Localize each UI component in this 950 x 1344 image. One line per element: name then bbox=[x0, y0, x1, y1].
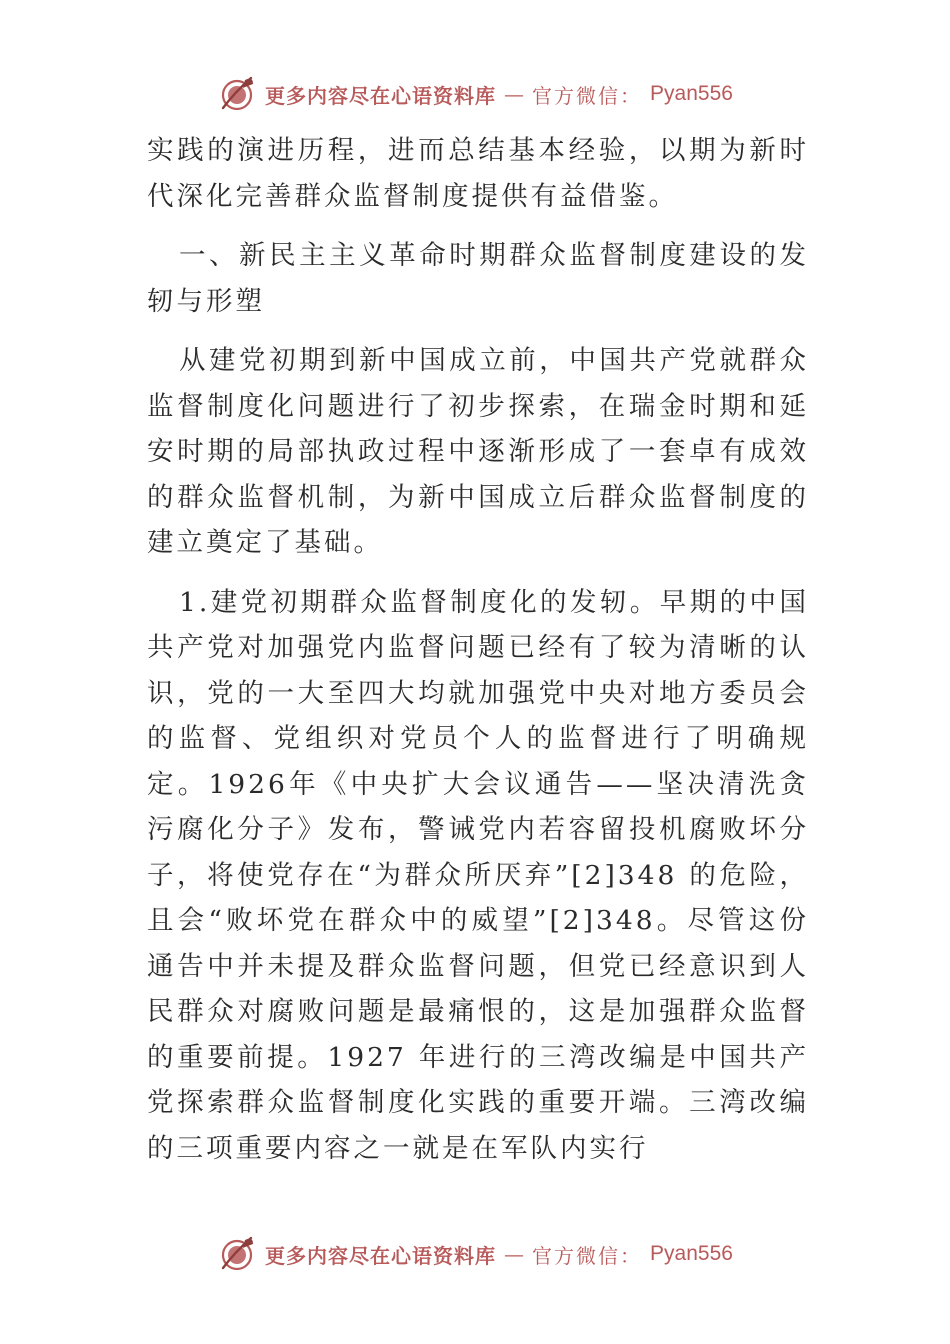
paragraph-continuation: 实践的演进历程，进而总结基本经验，以期为新时代深化完善群众监督制度提供有益借鉴。 bbox=[147, 135, 809, 212]
paragraph-intro: 从建党初期到新中国成立前，中国共产党就群众监督制度化问题进行了初步探索，在瑞金时期和延安时期的局部执政过程中逐渐形成了一套卓有成效的群众监督机制，为新中国成立后群众监督制度的建立奠定了基础。 bbox=[147, 345, 809, 558]
watermark-wechat-label: 官方微信： bbox=[532, 83, 643, 108]
header-watermark bbox=[0, 72, 950, 116]
watermark-brand: 更多内容尽在心语资料库 bbox=[265, 83, 497, 108]
watermark-dash: — bbox=[504, 1242, 525, 1266]
watermark-brand: 更多内容尽在心语资料库 bbox=[265, 1243, 497, 1268]
footer-watermark bbox=[0, 1232, 950, 1276]
watermark-wechat-id: Pyan556 bbox=[650, 82, 733, 105]
document-body bbox=[147, 128, 809, 1185]
paragraph-subsection-1: 1.建党初期群众监督制度化的发轫。早期的中国共产党对加强党内监督问题已经有了较为清晰的认识，党的一大至四大均就加强党中央对地方委员会的监督、党组织对党员个人的监督进行了明确规定。1926年《中央扩大会议通告——坚决清洗贪污腐化分子》发布，警诫党内若容留投机腐败坏分子，将使党存在“为群众所厌弃”[2]348 的危险，且会“败坏党在群众中的威望”[2]348。尽管这份通告中并未提及群众监督问题，但党已经意识到人民群众对腐败问题是最痛恨的，这是加强群众监督的重要前提。1927 年进行的三湾改编是中国共产党探索群众监督制度化实践的重要开端。三湾改编的三项重要内容之一就是在军队内实行 bbox=[147, 586, 809, 1164]
quill-seal-icon bbox=[217, 74, 257, 114]
watermark-dash: — bbox=[504, 82, 525, 106]
watermark-wechat-label: 官方微信： bbox=[532, 1243, 643, 1268]
section-heading: 一、新民主主义革命时期群众监督制度建设的发轫与形塑 bbox=[147, 240, 809, 317]
quill-seal-icon bbox=[217, 1234, 257, 1274]
watermark-wechat-id: Pyan556 bbox=[650, 1242, 733, 1265]
